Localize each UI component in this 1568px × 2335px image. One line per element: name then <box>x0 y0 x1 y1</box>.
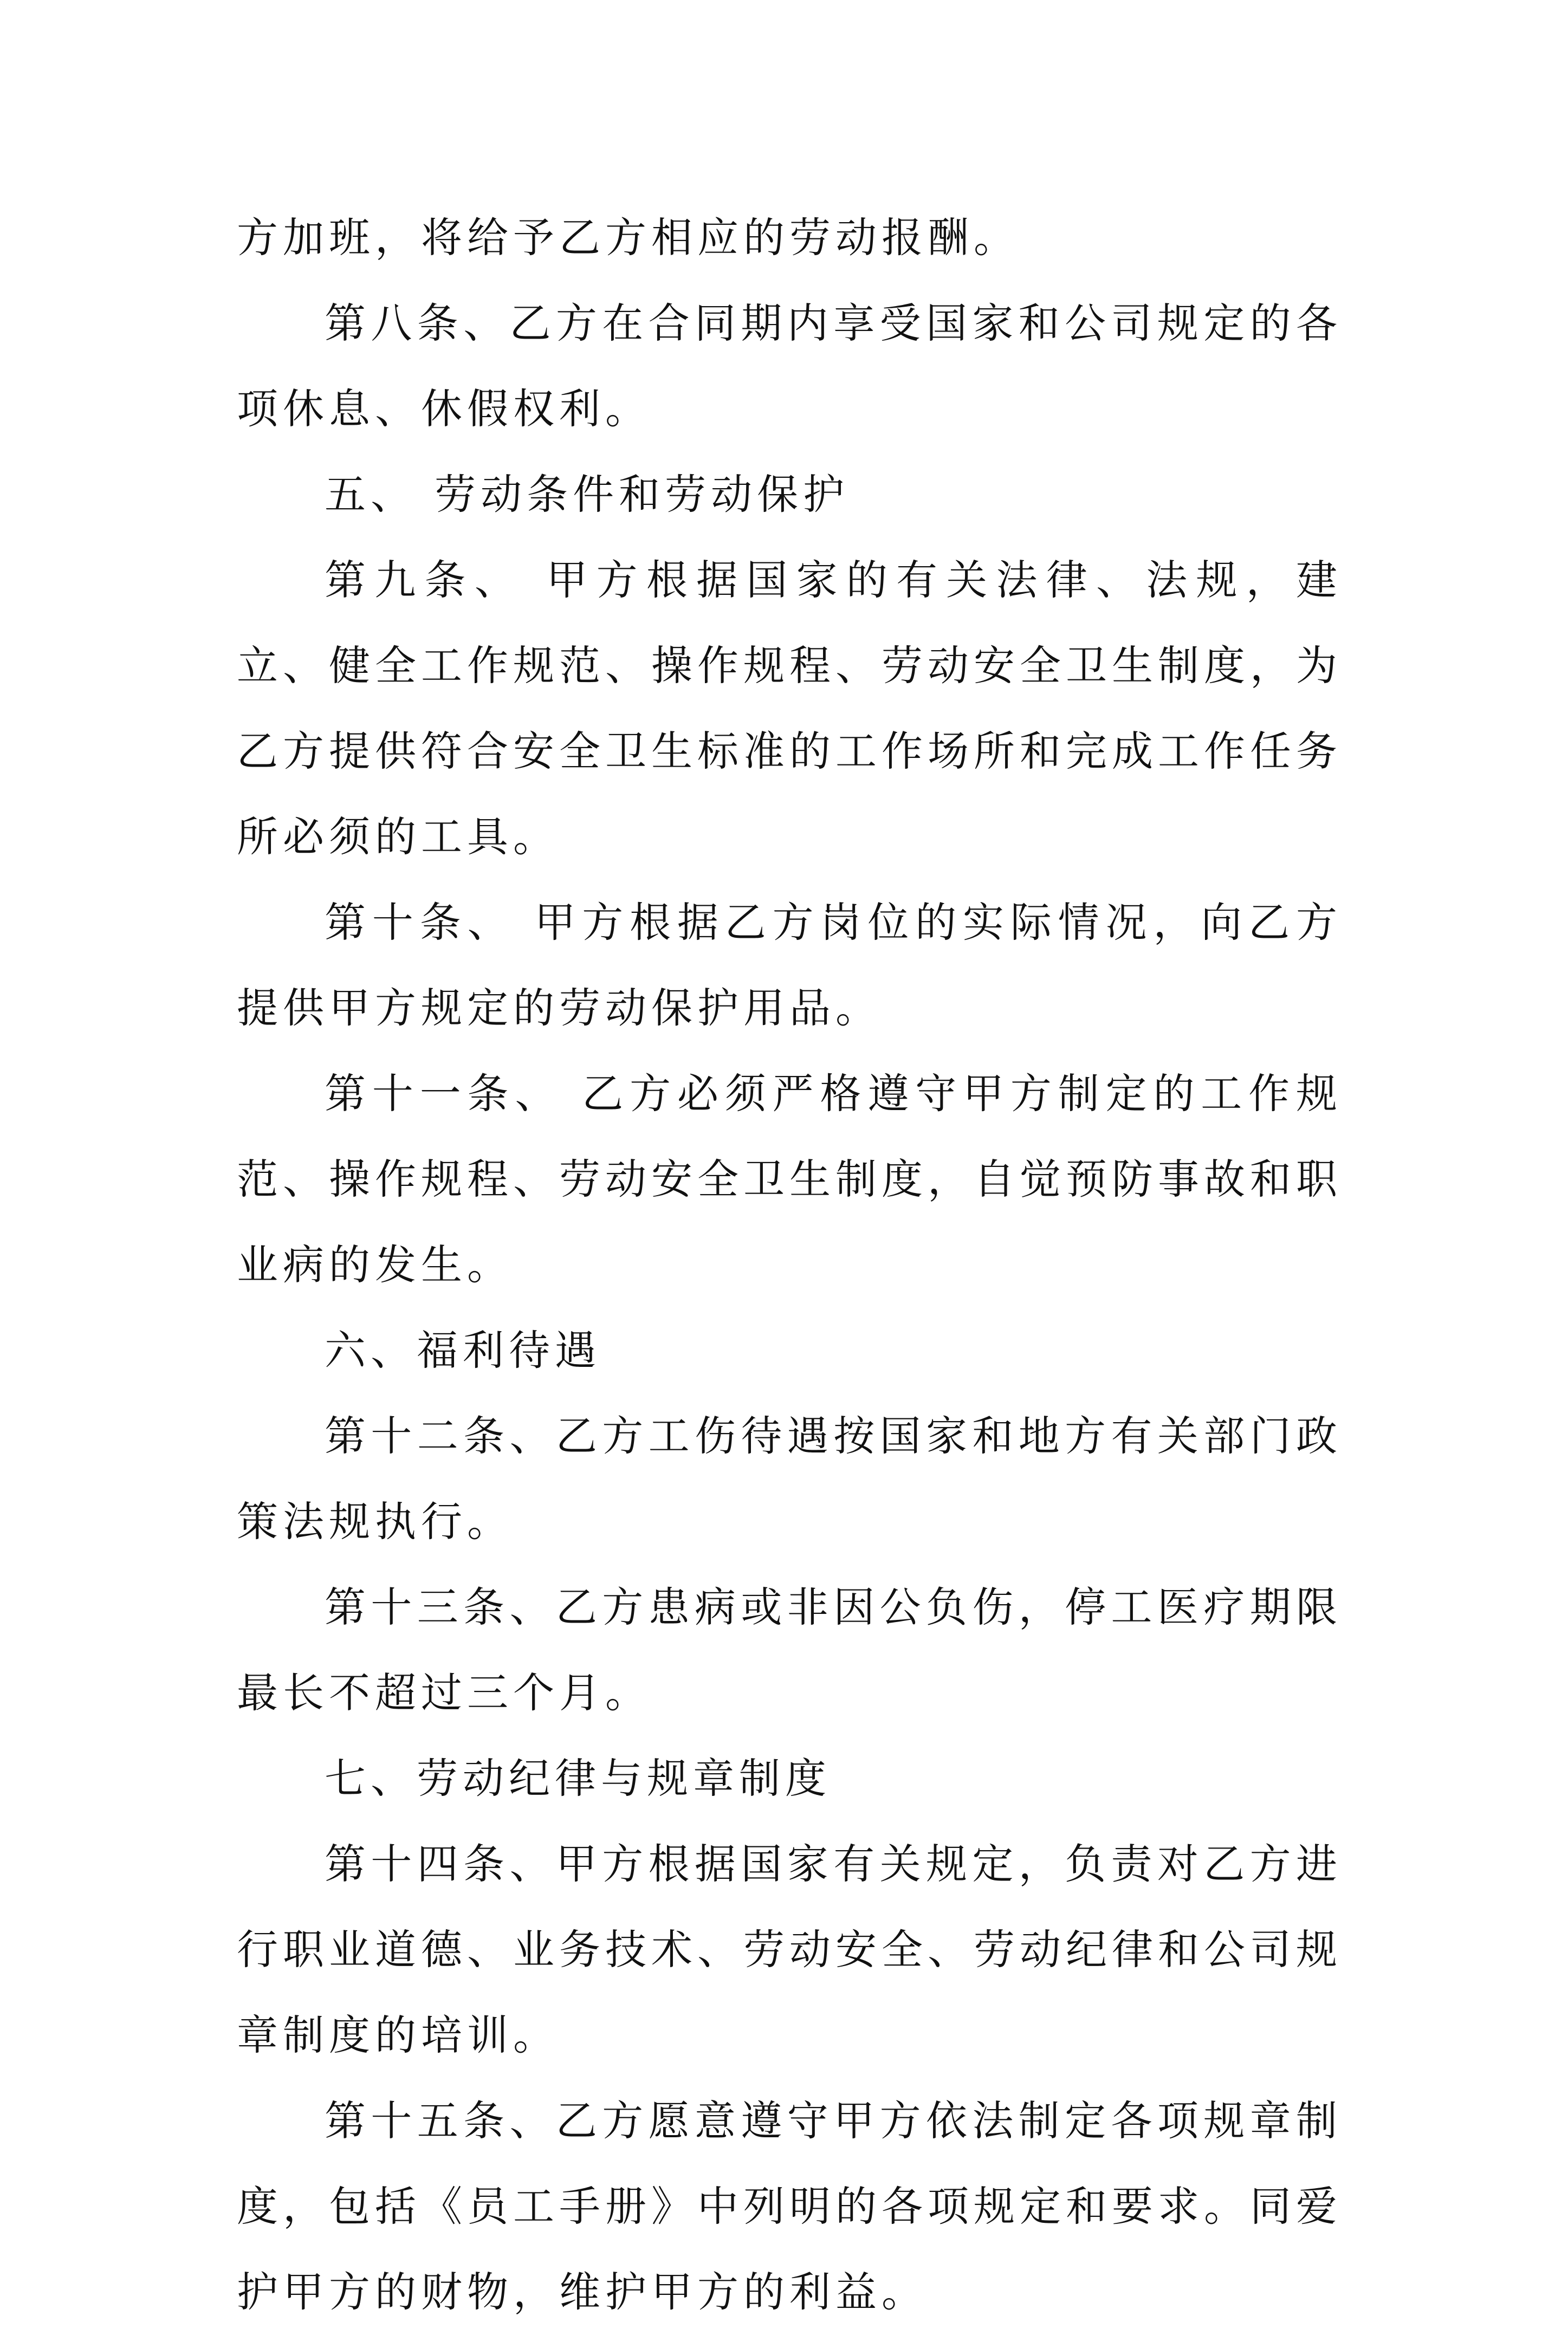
article-13: 第十三条、乙方患病或非因公负伤，停工医疗期限最长不超过三个月。 <box>237 1583 1342 1717</box>
article-15: 第十五条、乙方愿意遵守甲方依法制定各项规章制度，包括《员工手册》中列明的各项规定和要求。同爱护甲方的财物，维护甲方的利益。 <box>237 2097 1342 2316</box>
section-heading-7: 七、劳动纪律与规章制度 <box>325 1754 831 1802</box>
article-12: 第十二条、乙方工伤待遇按国家和地方有关部门政策法规执行。 <box>237 1412 1342 1546</box>
article-8: 第八条、乙方在合同期内享受国家和公司规定的各项休息、休假权利。 <box>237 299 1342 433</box>
article-11: 第十一条、 乙方必须严格遵守甲方制定的工作规范、操作规程、劳动安全卫生制度，自觉预防事故和职业病的发生。 <box>237 1069 1342 1289</box>
document-body <box>237 195 1342 2335</box>
paragraph-continuation: 方加班，将给予乙方相应的劳动报酬。 <box>237 213 1020 262</box>
section-heading-6: 六、福利待遇 <box>325 1326 601 1374</box>
article-10: 第十条、 甲方根据乙方岗位的实际情况，向乙方提供甲方规定的劳动保护用品。 <box>237 898 1342 1032</box>
article-9: 第九条、 甲方根据国家的有关法律、法规，建立、健全工作规范、操作规程、劳动安全卫生制度，为乙方提供符合安全卫生标准的工作场所和完成工作任务所必须的工具。 <box>237 556 1342 861</box>
section-heading-5: 五、 劳动条件和劳动保护 <box>325 470 850 518</box>
article-14: 第十四条、甲方根据国家有关规定，负责对乙方进行职业道德、业务技术、劳动安全、劳动纪律和公司规章制度的培训。 <box>237 1840 1342 2059</box>
